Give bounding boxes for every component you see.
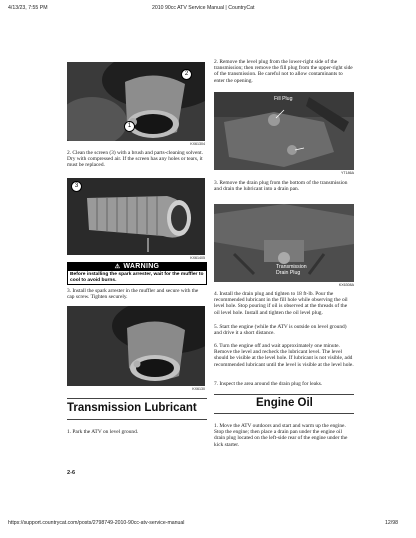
print-page-count: 12/98 — [385, 520, 398, 526]
warning-triangle-icon: ⚠ — [114, 264, 121, 270]
muffler-photo-2 — [67, 306, 205, 386]
warning-title-text: WARNING — [123, 263, 160, 270]
right-step-2: 2. Remove the level plug from the lower-right side of the transmission; then remove the fill plug from the upper-right side of the transmission. Be careful not to allow contaminants to enter the opening. — [214, 59, 353, 84]
section-rule — [67, 398, 207, 399]
print-title: 2010 90cc ATV Service Manual | CountryCat — [152, 5, 255, 11]
figure-code: KX6130 — [192, 387, 205, 391]
callout-3: 3 — [71, 181, 82, 192]
right-step-1: 1. Move the ATV outdoors and start and warm up the engine. Stop the engine; then place a drain pan under the engine oil drain plug located on the left-side rear of the engine under the kick starter. — [214, 423, 348, 448]
section-rule — [67, 419, 207, 420]
fill-plug-label: Fill Plug — [274, 96, 293, 102]
screen-photo — [67, 178, 205, 255]
figure-code: YT186A — [341, 171, 354, 175]
warning-title — [68, 263, 206, 271]
callout-2: 2 — [181, 69, 192, 80]
left-step-1: 1. Park the ATV on level ground. — [67, 429, 139, 435]
section-rule — [214, 394, 354, 395]
right-step-5: 5. Start the engine (while the ATV is outside on level ground) and drive it a short distance. — [214, 324, 347, 337]
section-title-transmission: Transmission Lubricant — [67, 402, 197, 414]
right-step-6: 6. Turn the engine off and wait approximately one minute. Remove the level and recheck the lubricant level. The level should be visible at the level hole. If lubricant is not visible, add recommended lubricant until the level is visible at the level hole. — [214, 343, 354, 368]
figure-code: KX6308A — [338, 283, 354, 287]
section-title-engine-oil: Engine Oil — [256, 397, 313, 409]
drain-plug-label: Transmission Drain Plug — [276, 264, 307, 276]
print-datetime: 4/13/23, 7:55 PM — [8, 5, 48, 11]
right-step-3: 3. Remove the drain plug from the bottom of the transmission and drain the lubricant into a drain pan. — [214, 180, 348, 193]
figure-code: KX61304 — [190, 142, 205, 146]
right-step-4: 4. Install the drain plug and tighten to 18 ft-lb. Pour the recommended lubricant in the fill hole while observing the oil level hole. Stop pouring if oil is observed at the threads of the oil level hole. Install and tighten the oil level plug. — [214, 291, 348, 316]
warning-text: Before installing the spark arrester, wait for the muffler to cool to avoid burns. — [70, 272, 204, 283]
print-url: https://support.countrycat.com/posts/2798749-2010-90cc-atv-service-manual — [8, 520, 185, 526]
callout-1: 1 — [124, 121, 135, 132]
transmission-photo — [214, 92, 354, 170]
page-number: 2-6 — [67, 470, 76, 476]
figure-code: KX61405 — [190, 256, 205, 260]
left-step-2: 2. Clean the screen (3) with a brush and parts-cleaning solvent. Dry with compressed air. If the screen has any holes or tears, it must be replaced. — [67, 150, 203, 169]
left-step-3: 3. Install the spark arrester in the muffler and secure with the cap screw. Tighten securely. — [67, 288, 199, 301]
right-step-7: 7. Inspect the area around the drain plug for leaks. — [214, 381, 323, 387]
section-rule — [214, 413, 354, 414]
warning-box — [67, 262, 207, 285]
